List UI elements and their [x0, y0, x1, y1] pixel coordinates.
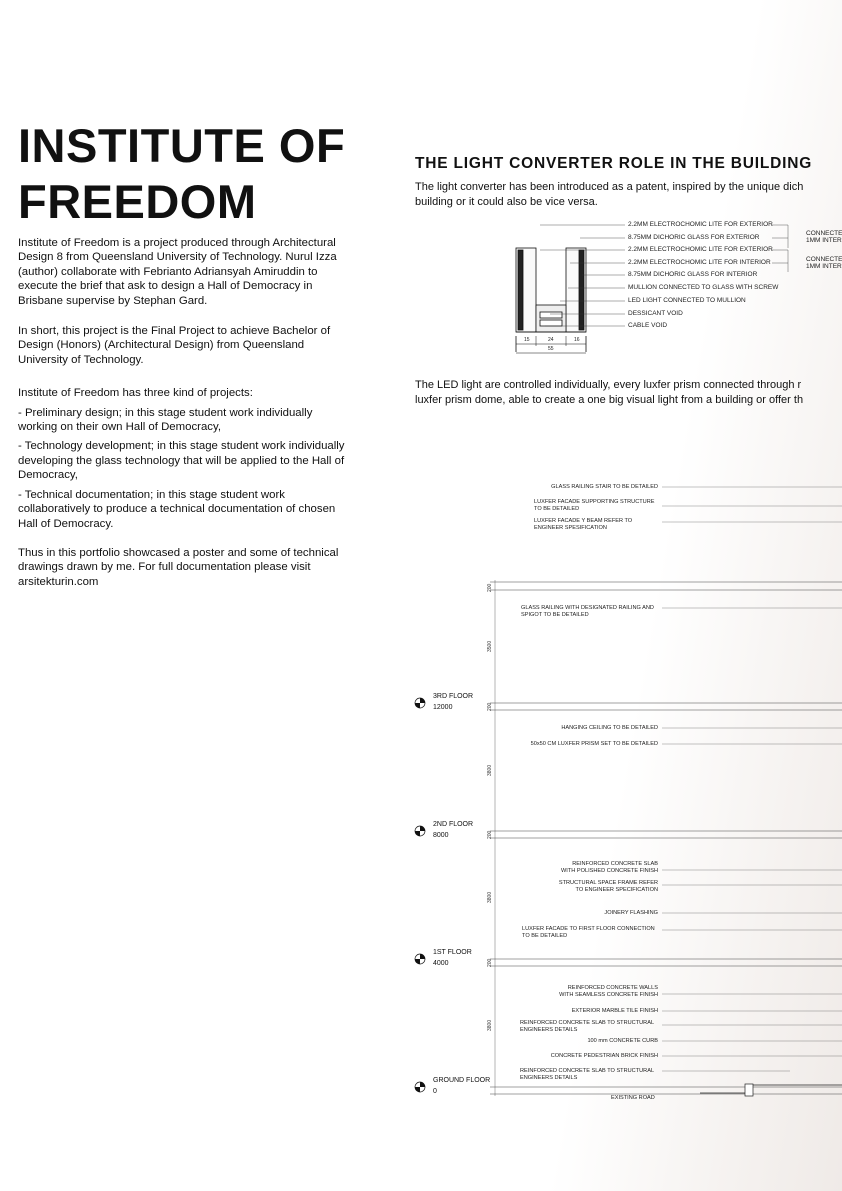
project-bullet-1: - Preliminary design; in this stage student work individually working on their own Hall of Democracy, [18, 406, 313, 434]
intro-paragraph-2: In short, this project is the Final Project to achieve Bachelor of Design (Honors) (Architectural Design) from Queensland University of Technology. [18, 325, 331, 366]
dimension-text: 200 [487, 958, 493, 967]
level-name: GROUND FLOOR [433, 1077, 491, 1084]
detail-label: DESSICANT VOID [628, 310, 683, 317]
detail-dim: 24 [548, 337, 554, 343]
intro-column [18, 118, 348, 589]
section-label: STRUCTURAL SPACE FRAME REFER TO ENGINEER SPECIFICATION [558, 880, 658, 893]
page-title [18, 118, 348, 230]
level-name: 1ST FLOOR [433, 949, 472, 956]
section-label: REINFORCED CONCRETE WALLS WITH SEAMLESS CONCRETE FINISH [559, 985, 658, 998]
section-label: REINFORCED CONCRETE SLAB TO STRUCTURAL ENGINEERS DETAILS [520, 1020, 655, 1033]
section-label: CONCRETE PEDESTRIAN BRICK FINISH [550, 1053, 658, 1059]
side-note: 1MM INTER [806, 237, 842, 244]
section-label: LUXFER FACADE TO FIRST FLOOR CONNECTION TO BE DETAILED [522, 926, 655, 939]
section-label: 50x50 CM LUXFER PRISM SET TO BE DETAILED [530, 741, 658, 747]
project-bullet-3: - Technical documentation; in this stage student work collaboratively to produce a technical documentation of chosen Hall of Democracy. [18, 488, 336, 530]
detail-dim: 15 [524, 337, 530, 343]
detail-label: 8.75MM DICHORIC GLASS FOR INTERIOR [628, 271, 758, 278]
section-label: LUXFER FACADE SUPPORTING STRUCTURE TO BE DETAILED [534, 499, 655, 512]
title-line-2: FREEDOM [18, 175, 257, 228]
section-label: GLASS RAILING STAIR TO BE DETAILED [551, 484, 658, 490]
dimension-text: 3500 [487, 640, 493, 652]
detail-label: 2.2MM ELECTROCHOMIC LITE FOR EXTERIOR [628, 221, 773, 228]
detail-label: 2.2MM ELECTROCHOMIC LITE FOR EXTERIOR [628, 246, 773, 253]
level-elevation: 4000 [433, 960, 449, 967]
level-name: 3RD FLOOR [433, 693, 474, 700]
detail-dim: 16 [574, 337, 580, 343]
intro-paragraph-4: Thus in this portfolio showcased a poster and some of technical drawings drawn by me. For full documentation please visit arsitekturin.com [18, 546, 339, 588]
dimension-text: 3800 [487, 1019, 493, 1031]
light-text-line-1: The light converter has been introduced as a patent, inspired by the unique dich [415, 181, 804, 193]
section-label: 100 mm CONCRETE CURB [587, 1038, 658, 1044]
intro-paragraph-3: Institute of Freedom has three kind of projects: [18, 387, 253, 400]
dimension-text: 200 [487, 830, 493, 839]
detail-label: LED LIGHT CONNECTED TO MULLION [628, 297, 746, 304]
level-name: 2ND FLOOR [433, 821, 474, 828]
detail-label: MULLION CONNECTED TO GLASS WITH SCREW [628, 284, 779, 291]
level-elevation: 12000 [433, 704, 453, 711]
detail-label: 8.75MM DICHORIC GLASS FOR EXTERIOR [628, 234, 760, 241]
section-label: LUXFER FACADE Y BEAM REFER TO ENGINEER SPESIFICATION [534, 518, 633, 531]
section-label: EXTERIOR MARBLE TILE FINISH [571, 1008, 658, 1014]
section-label: REINFORCED CONCRETE SLAB WITH POLISHED CONCRETE FINISH [561, 861, 658, 874]
light-converter-heading: THE LIGHT CONVERTER ROLE IN THE BUILDING [415, 155, 813, 172]
side-note: CONNECTE [806, 230, 842, 237]
intro-paragraph-1: Institute of Freedom is a project produced through Architectural Design 8 from Queensland University of Technology. Nurul Izza (author) collaborate with Febrianto Adriansyah Amiruddin to execute the brief that ask to design a Hall of Democracy in Brisbane supervise by Stephan Gard. [18, 237, 337, 307]
section-label: HANGING CEILING TO BE DETAILED [561, 725, 658, 731]
project-bullet-2: - Technology development; in this stage student work individually developing the glass technology that will be applied to the Hall of Democracy, [18, 440, 345, 482]
level-elevation: 0 [433, 1088, 437, 1095]
technical-drawing-panel [400, 0, 842, 1191]
level-markers [415, 698, 425, 1092]
dimension-text: 3800 [487, 891, 493, 903]
section-label: GLASS RAILING WITH DESIGNATED RAILING AND SPIGOT TO BE DETAILED [521, 605, 654, 618]
led-text-line-2: luxfer prism dome, able to create a one big visual light from a building or offer th [415, 394, 804, 406]
title-line-1: INSTITUTE OF [18, 119, 346, 172]
detail-dim: 55 [548, 346, 554, 352]
section-label: EXISTING ROAD [611, 1095, 655, 1101]
dimension-text: 200 [487, 583, 493, 592]
detail-label: 2.2MM ELECTROCHOMIC LITE FOR INTERIOR [628, 259, 771, 266]
detail-label: CABLE VOID [628, 322, 668, 329]
dimension-text: 200 [487, 702, 493, 711]
level-elevation: 8000 [433, 832, 449, 839]
section-label: REINFORCED CONCRETE SLAB TO STRUCTURAL ENGINEERS DETAILS [520, 1068, 655, 1081]
side-note: 1MM INTER [806, 263, 842, 270]
light-text-line-2: building or it could also be vice versa. [415, 196, 598, 208]
dimension-text: 3800 [487, 764, 493, 776]
led-text-line-1: The LED light are controlled individually, every luxfer prism connected through r [415, 379, 802, 391]
side-note: CONNECTE [806, 256, 842, 263]
section-label: JOINERY FLASHING [604, 910, 658, 916]
